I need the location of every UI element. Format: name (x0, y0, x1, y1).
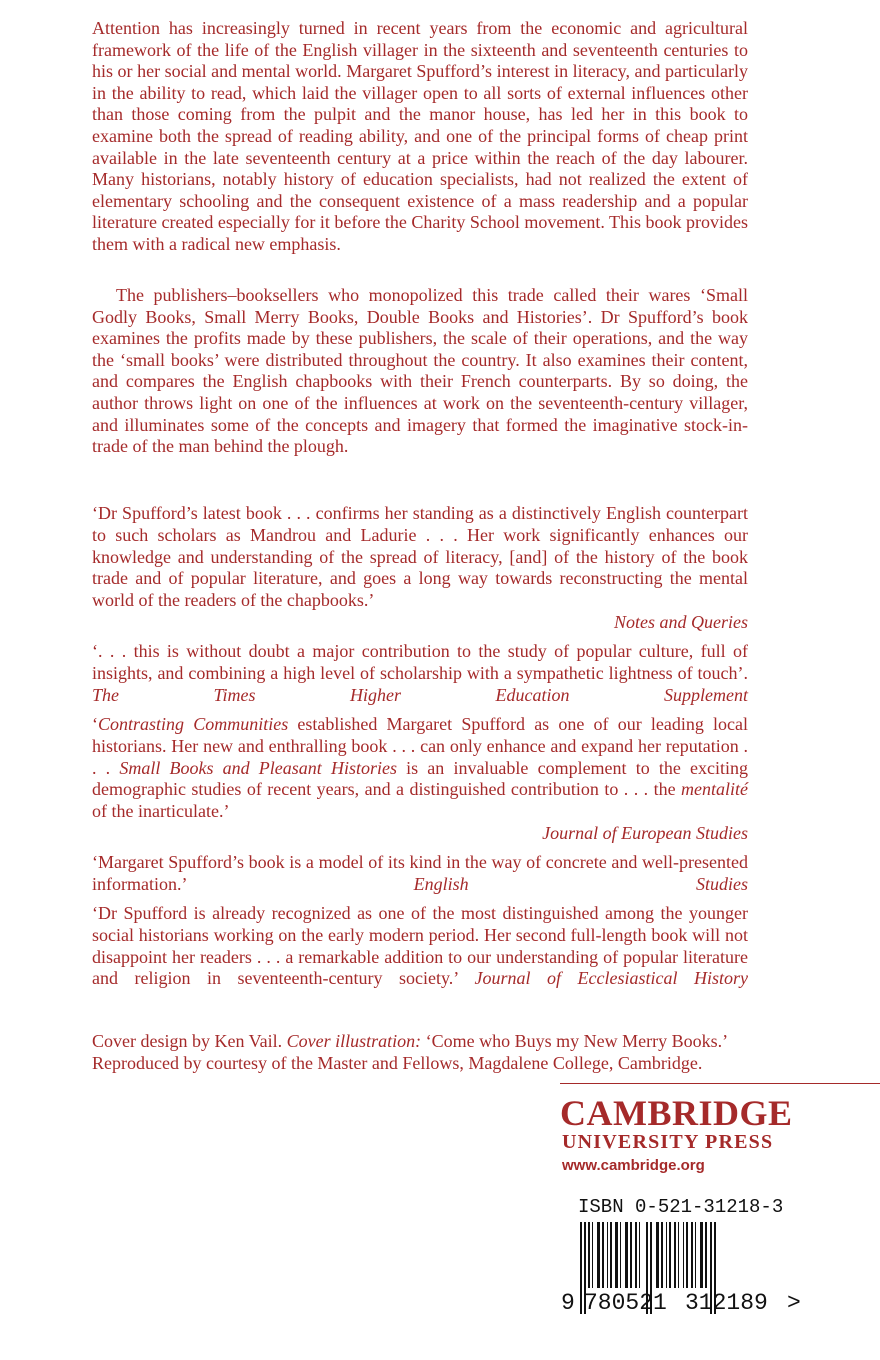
barcode-bar (602, 1222, 604, 1288)
review-source: The Times Higher Education Supplement (92, 684, 748, 705)
barcode-bar (705, 1222, 707, 1288)
barcode-bar (615, 1222, 618, 1288)
illustration-label: Cover illustration: (286, 1031, 422, 1051)
barcode-bar (700, 1222, 703, 1288)
review-source: English Studies (413, 873, 749, 894)
barcode-bar (669, 1222, 671, 1288)
barcode-bar (683, 1222, 684, 1288)
review-text: ‘Margaret Spufford’s book is a model of its kind in the way of concrete and well-presented information.’ (92, 852, 748, 894)
barcode-bar (625, 1222, 628, 1288)
barcode-bar (597, 1222, 600, 1288)
review-english-studies (92, 852, 748, 896)
book-title-contrasting: Contrasting Communities (98, 714, 289, 734)
barcode-digits-left: 780521 (584, 1290, 667, 1316)
barcode-bar (630, 1222, 632, 1288)
book-title-small-books: Small Books and Pleasant Histories (119, 757, 397, 778)
review-source: Journal of European Studies (542, 822, 748, 843)
barcode-bar (661, 1222, 663, 1288)
barcode-bar (691, 1222, 693, 1288)
review-text: ‘. . . this is without doubt a major contribution to the study of popular culture, full of insights, and combining a high level of scholarship with a sympathetic lightness of touch’. (92, 641, 748, 683)
barcode-bar (666, 1222, 667, 1288)
review-times-higher (92, 641, 748, 706)
publisher-logo-press: UNIVERSITY PRESS (562, 1131, 774, 1153)
isbn-label: ISBN 0-521-31218-3 (578, 1196, 784, 1218)
review-european-studies (92, 714, 748, 845)
review-source: Notes and Queries (614, 611, 748, 632)
barcode-bar (588, 1222, 590, 1288)
barcode-end-mark: > (787, 1290, 801, 1316)
divider-rule (560, 1083, 880, 1084)
barcode-bar (695, 1222, 696, 1288)
barcode-bar (635, 1222, 637, 1288)
barcode-bar (620, 1222, 621, 1288)
barcode-bar (686, 1222, 688, 1288)
barcode-bar (656, 1222, 659, 1288)
publisher-logo-name: CAMBRIDGE (560, 1093, 793, 1133)
barcode-bar (639, 1222, 640, 1288)
review-notes-and-queries (92, 503, 748, 634)
cover-credits: Cover design by Ken Vail. Cover illustration: ‘Come who Buys my New Merry Books.’ Reproduced by courtesy of the Master and Fellows, Magdalene College, Cambridge. (92, 1031, 727, 1073)
barcode-bar (580, 1222, 582, 1314)
barcode-bar (678, 1222, 679, 1288)
barcode-bar (592, 1222, 593, 1288)
review-text: ‘Dr Spufford’s latest book . . . confirms her standing as a distinctively English counterpart to such scholars as Mandrou and Ladurie . . . Her work significantly enhances our knowledge and understanding of the spread of literacy, [and] of the history of the book trade and of popular literature, and goes a long way towards reconstructing the mental world of the readers of the chapbooks.’ (92, 503, 748, 611)
blurb-paragraph-2: The publishers–booksellers who monopolized this trade called their wares ‘Small Godly Books, Small Merry Books, Double Books and Histories’. Dr Spufford’s book examines the profits made by these publishers, the scale of their operations, and the way the ‘small books’ were distributed throughout the country. It also examines their content, and compares the English chapbooks with their French counterparts. By so doing, the author throws light on one of the influences at work on the seventeenth-century villager, and illuminates some of the concepts and imagery that formed the imaginative stock-in-trade of the man behind the plough. (92, 285, 748, 457)
barcode-lead-digit: 9 (561, 1290, 575, 1316)
term-mentalite: mentalité (681, 779, 748, 800)
review-text: ‘Dr Spufford is already recognized as one of the most distinguished among the younger social historians working on the early modern period. Her second full-length book will not disappoint her readers . . . a remarkable addition to our understanding of popular literature and religion in seventeenth-century society.’ (92, 903, 748, 989)
review-source: Journal of Ecclesiastical History (474, 968, 748, 989)
review-ecclesiastical-history (92, 903, 748, 990)
review-text: ‘Contrasting Communities established Margaret Spufford as one of our leading local historians. Her new and enthralling book . . . can only enhance and expand her reputation . . . Small Books and Pleasant Histories is an invaluable complement to the exciting demographic studies of recent years, and a distinguished contribution to . . . the mentalité of the inarticulate.’ (92, 714, 748, 822)
barcode-bar (610, 1222, 612, 1288)
publisher-website: www.cambridge.org (562, 1157, 705, 1174)
barcode-bar (607, 1222, 608, 1288)
barcode-digits-right: 312189 (685, 1290, 768, 1316)
barcode-bar (674, 1222, 676, 1288)
blurb-paragraph-1: Attention has increasingly turned in recent years from the economic and agricultural framework of the life of the English villager in the sixteenth and seventeenth centuries to his or her social and mental world. Margaret Spufford’s interest in literacy, and particularly in the ability to read, which laid the villager open to all sorts of external influences other than those coming from the pulpit and the manor house, has led her in this book to examine both the spread of reading ability, and one of the principal forms of cheap print available in the late seventeenth century at a price within the reach of the day labourer. Many historians, notably history of education specialists, had not realized the extent of elementary schooling and the consequent existence of a mass readership and a popular literature created especially for it before the Charity School movement. This book provides them with a radical new emphasis. (92, 18, 748, 254)
